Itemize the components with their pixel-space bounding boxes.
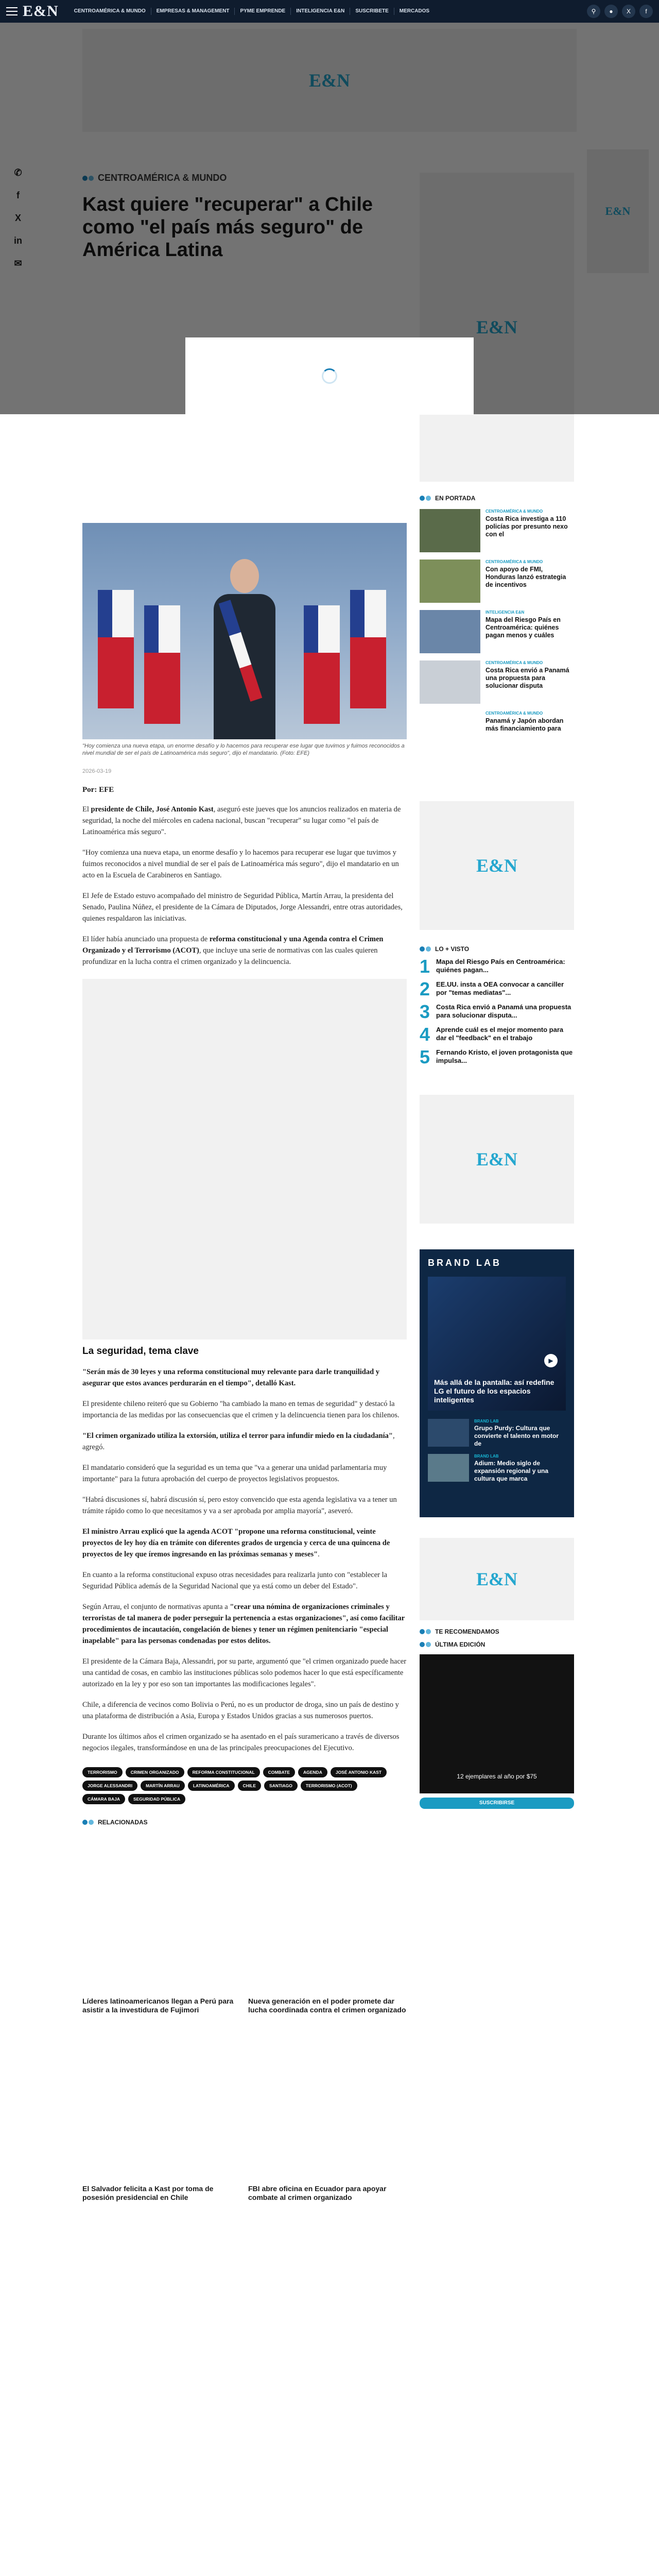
- visto-item[interactable]: [420, 1048, 574, 1066]
- tag-chip[interactable]: CÁMARA BAJA: [82, 1794, 125, 1804]
- paragraph-text: El líder había anunciado una propuesta de: [82, 935, 210, 943]
- en-portada-title[interactable]: Mapa del Riesgo País en Centroamérica: quiénes pagan menos y cuáles: [485, 616, 561, 639]
- photo-caption: "Hoy comienza una nueva etapa, un enorme desafío y lo hacemos para recuperar ese lugar que tuvimos y fuimos reconocidos a nivel mundial de ser el país de Latinoamérica más seguro", dijo el mandatario. (Foto: EFE): [82, 743, 405, 756]
- en-portada-list: [420, 509, 574, 754]
- paragraph: [82, 1494, 407, 1517]
- en-portada-image[interactable]: [420, 660, 480, 704]
- inline-ad[interactable]: [82, 979, 407, 1340]
- brand-lab-text: [474, 1454, 566, 1483]
- paragraph: [82, 1656, 407, 1690]
- tag-chip[interactable]: REFORMA CONSTITUCIONAL: [187, 1767, 260, 1777]
- tag-chip[interactable]: SANTIAGO: [264, 1781, 298, 1791]
- article-body: [82, 415, 407, 2202]
- en-portada-title[interactable]: Costa Rica investiga a 110 policías por presunto nexo con el: [485, 515, 568, 538]
- visto-number: 2: [420, 978, 430, 999]
- related-title[interactable]: El Salvador felicita a Kast por toma de posesión presidencial en Chile: [82, 2184, 214, 2201]
- top-navbar: [0, 0, 659, 23]
- ultima-edicion: [420, 1641, 574, 1809]
- ad-logo: E&N: [476, 855, 517, 876]
- paragraph: [82, 1699, 407, 1722]
- nav-links: [69, 8, 435, 15]
- en-portada-text: [485, 560, 574, 603]
- sidebar-ad[interactable]: [420, 1538, 574, 1620]
- paragraph-text: , aseguró este jueves que los anuncios realizados en materia de seguridad, la noche del miércoles en cadena nacional, buscan "recuperar" su lugar como "el país de Latinoamérica más seguro".: [82, 805, 401, 836]
- en-portada-category[interactable]: CENTROAMÉRICA & MUNDO: [485, 509, 543, 514]
- tag-chip[interactable]: TERRORISMO (ACOT): [301, 1781, 357, 1791]
- section-dots-icon: [420, 1642, 431, 1647]
- paragraph-text: "Habrá discusiones sí, habrá discusión sí, pero estoy convencido que esta agenda legislativa va a tener un trámite rápido como lo que necesitamos y va a ser aprobada por amplia mayoría", aseveró.: [82, 1496, 397, 1515]
- nav-link[interactable]: MERCADOS: [399, 8, 430, 14]
- paragraph: [82, 890, 407, 924]
- nav-icons: [587, 5, 653, 18]
- paragraph-text: Durante los últimos años el crimen organizado se ha asentado en el país suramericano a través de diversos negocios ilegales, transformándose en una de las principales preocupaciones del Ejecutivo.: [82, 1733, 400, 1752]
- edicion-header: [420, 1641, 574, 1648]
- related-label: RELACIONADAS: [98, 1819, 148, 1826]
- en-portada-image[interactable]: [420, 560, 480, 603]
- related-header: [82, 1819, 407, 1826]
- nav-link[interactable]: CENTROAMÉRICA & MUNDO: [69, 8, 151, 15]
- brand-lab-category: BRAND LAB: [474, 1419, 499, 1423]
- related-image[interactable]: [82, 2022, 241, 2181]
- paragraph: [82, 1462, 407, 1485]
- facebook-icon[interactable]: f: [639, 5, 653, 18]
- paragraph: [82, 1569, 407, 1592]
- subscribe-button[interactable]: SUSCRIBIRSE: [420, 1798, 574, 1809]
- en-portada-item[interactable]: [420, 560, 574, 603]
- chile-flag: [350, 590, 386, 708]
- paragraph: [82, 1526, 407, 1560]
- en-portada-title[interactable]: Costa Rica envió a Panamá una propuesta para solucionar disputa: [485, 667, 569, 689]
- paragraph: [82, 1731, 407, 1754]
- visto-item[interactable]: [420, 958, 574, 975]
- visto-item[interactable]: [420, 1003, 574, 1021]
- president-figure: [214, 559, 275, 739]
- paragraph-emphasis: reforma constitucional y una Agenda contra el Crimen Organizado y el Terrorismo (ACOT): [82, 935, 384, 955]
- visto-number: 5: [420, 1046, 430, 1067]
- paragraph: [82, 847, 407, 881]
- brand-lab-image[interactable]: [428, 1419, 469, 1447]
- visto-number: 3: [420, 1001, 430, 1022]
- paragraph-emphasis: "El crimen organizado utiliza la extorsión, utiliza el terror para infundir miedo en la ciudadanía": [82, 1432, 393, 1440]
- related-title[interactable]: Líderes latinoamericanos llegan a Perú para asistir a la investidura de Fujimori: [82, 1997, 234, 2014]
- brand-lab-hero[interactable]: [428, 1277, 566, 1411]
- paragraph: [82, 1601, 407, 1647]
- brand-lab-item[interactable]: [428, 1419, 566, 1448]
- paragraph-text: El mandatario consideró que la seguridad es un tema que "va a generar una unidad parlamentaria muy importante" para la futura aprobación del cuerpo de proyectos legislativos propuestos.: [82, 1464, 387, 1483]
- en-portada: [420, 495, 574, 754]
- en-portada-text: [485, 610, 574, 653]
- sidebar-ad[interactable]: [420, 801, 574, 930]
- tag-list: [82, 1767, 396, 1804]
- brand-lab-text: [474, 1419, 566, 1448]
- related-image[interactable]: [82, 1834, 241, 1994]
- paragraph: [82, 804, 407, 838]
- edicion-label: ÚLTIMA EDICIÓN: [435, 1641, 485, 1648]
- nav-link[interactable]: EMPRESAS & MANAGEMENT: [151, 8, 235, 15]
- tag-chip[interactable]: CHILE: [238, 1781, 262, 1791]
- brand-lab-hero-title: Más allá de la pantalla: así redefine LG el futuro de los espacios inteligentes: [434, 1378, 554, 1404]
- brand-lab-list: [420, 1419, 574, 1483]
- brand-lab-image[interactable]: [428, 1454, 469, 1482]
- brand-lab-item-title[interactable]: Adium: Medio siglo de expansión regional y una cultura que marca: [474, 1460, 549, 1482]
- section-dots-icon: [420, 496, 431, 501]
- brand-lab-item-title[interactable]: Grupo Purdy: Cultura que convierte el talento en motor de: [474, 1425, 559, 1447]
- section-dots-icon: [82, 1820, 94, 1825]
- chile-flag: [98, 590, 134, 708]
- en-portada-category[interactable]: INTELIGENCIA E&N: [485, 610, 525, 615]
- en-portada-image[interactable]: [420, 610, 480, 653]
- tag-chip[interactable]: AGENDA: [298, 1767, 327, 1777]
- visto-title[interactable]: Costa Rica envió a Panamá una propuesta para solucionar disputa...: [436, 1003, 571, 1019]
- paragraph-text: "Hoy comienza una nueva etapa, un enorme desafío y lo hacemos para recuperar ese lugar que tuvimos y fuimos reconocidos a nivel mundial de ser el país de Latinoamérica más seguro", dijo el mandatario en un acto en la Escuela de Carabineros en Santiago.: [82, 849, 399, 879]
- related-title[interactable]: FBI abre oficina en Ecuador para apoyar combate al crimen organizado: [248, 2184, 387, 2201]
- article-subhead: La seguridad, tema clave: [82, 1346, 199, 1357]
- article-photo: [82, 523, 407, 739]
- play-icon[interactable]: ▶: [544, 1354, 558, 1367]
- tag-chip[interactable]: JOSÉ ANTONIO KAST: [331, 1767, 387, 1777]
- en-portada-title[interactable]: Con apoyo de FMI, Honduras lanzó estrategia de incentivos: [485, 566, 566, 588]
- section-dots-icon: [420, 946, 431, 952]
- en-portada-item[interactable]: [420, 610, 574, 653]
- related-grid: [82, 1834, 407, 2202]
- x-icon[interactable]: X: [622, 5, 635, 18]
- visto-list: [420, 958, 574, 1066]
- en-portada-category[interactable]: CENTROAMÉRICA & MUNDO: [485, 711, 543, 716]
- visto-item[interactable]: [420, 980, 574, 998]
- en-portada-header: [420, 495, 574, 502]
- paragraph-text: Según Arrau, el conjunto de normativas apunta a: [82, 1603, 230, 1611]
- nav-link[interactable]: PYME EMPRENDE: [235, 8, 291, 15]
- paragraph-text: En cuanto a la reforma constitucional expuso otras necesidades para realizarla junto con "establecer la Seguridad Pública además de la Seguridad Nacional que ya está como un deber del Estado".: [82, 1571, 388, 1590]
- paragraphs-top: [82, 804, 407, 968]
- en-portada-title[interactable]: Panamá y Japón abordan más financiamiento para: [485, 717, 564, 732]
- ad-logo: E&N: [476, 1149, 517, 1170]
- recomendamos-label: TE RECOMENDAMOS: [435, 1628, 499, 1635]
- en-portada-item[interactable]: [420, 711, 574, 754]
- paragraph-emphasis: El ministro Arrau explicó que la agenda ACOT "propone una reforma constitucional, veinte proyectos de ley hoy día en trámite con diferentes grados de urgencia y cerca de una quincena de proyectos de ley que íremos ingresando en las próximas semanas y meses": [82, 1528, 390, 1558]
- related-image[interactable]: [248, 2022, 407, 2181]
- tag-chip[interactable]: LATINOAMÉRICA: [188, 1781, 235, 1791]
- visto-header: [420, 945, 574, 953]
- menu-icon[interactable]: [6, 7, 18, 15]
- loading-modal: [185, 337, 474, 415]
- tag-chip[interactable]: COMBATE: [263, 1767, 295, 1777]
- tag-chip[interactable]: SEGURIDAD PÚBLICA: [128, 1794, 185, 1804]
- paragraph-text: El: [82, 805, 91, 814]
- chile-flag: [304, 605, 340, 724]
- paragraph-text: El Jefe de Estado estuvo acompañado del ministro de Seguridad Pública, Martín Arrau, la presidenta del Senado, Paulina Núñez, el presidente de la Cámara de Diputados, Jorge Alessandri, entre otras autoridades, quienes respaldaron las iniciativas.: [82, 892, 403, 923]
- recomendamos-header: [420, 1628, 574, 1635]
- en-portada-image[interactable]: [420, 711, 480, 754]
- related-title[interactable]: Nueva generación en el poder promete dar lucha coordinada contra el crimen organizado: [248, 1997, 406, 2014]
- lo-mas-visto: [420, 945, 574, 1066]
- en-portada-text: [485, 711, 574, 754]
- en-portada-category[interactable]: CENTROAMÉRICA & MUNDO: [485, 660, 543, 665]
- brand-lab-widget: [420, 1249, 574, 1517]
- visto-title[interactable]: EE.UU. insta a OEA convocar a canciller por "temas mediatas"...: [436, 980, 564, 996]
- paragraph-text: El presidente chileno reiteró que su Gobierno "ha cambiado la mano en temas de seguridad" y destacó la importancia de las medidas por las consecuencias que el crimen y la delincuencia tienen para los chilenos.: [82, 1400, 400, 1419]
- search-icon[interactable]: ⚲: [587, 5, 600, 18]
- en-portada-text: [485, 660, 574, 704]
- nav-link[interactable]: SUSCRIBETE: [350, 8, 394, 15]
- loading-spinner-icon: [322, 368, 337, 384]
- te-recomendamos: [420, 1628, 574, 1635]
- en-portada-item[interactable]: [420, 660, 574, 704]
- edicion-price: 12 ejemplares al año por $75: [457, 1773, 537, 1780]
- en-portada-item[interactable]: [420, 509, 574, 552]
- section-dots-icon: [420, 1629, 431, 1634]
- chile-flag: [144, 605, 180, 724]
- paragraph: [82, 934, 407, 968]
- en-portada-label: EN PORTADA: [435, 495, 476, 502]
- tag-chip[interactable]: TERRORISMO: [82, 1767, 123, 1777]
- paragraph: [82, 1398, 407, 1421]
- user-icon[interactable]: ●: [604, 5, 618, 18]
- nav-link[interactable]: INTELIGENCIA E&N: [291, 8, 350, 15]
- sidebar-ad[interactable]: [420, 1095, 574, 1224]
- en-portada-category[interactable]: CENTROAMÉRICA & MUNDO: [485, 560, 543, 564]
- paragraph-text: Chile, a diferencia de vecinos como Bolivia o Perú, no es un productor de droga, sino un país de destino y una plataforma de distribución a Asia, Europa y Estados Unidos gracias a sus numerosos puertos.: [82, 1701, 399, 1720]
- related-card[interactable]: [248, 1834, 407, 2014]
- brand-lab-category: BRAND LAB: [474, 1454, 499, 1459]
- author-byline: Por: EFE: [82, 786, 114, 794]
- magazine-cover[interactable]: [420, 1654, 574, 1793]
- brand-lab-item[interactable]: [428, 1454, 566, 1483]
- related-image[interactable]: [248, 1834, 407, 1994]
- visto-title[interactable]: Aprende cuál es el mejor momento para dar el "feedback" en el trabajo: [436, 1026, 564, 1042]
- paragraph: [82, 1430, 407, 1453]
- tag-chip[interactable]: CRIMEN ORGANIZADO: [126, 1767, 184, 1777]
- site-logo[interactable]: E&N: [23, 3, 59, 20]
- publish-date: 2026-03-19: [82, 768, 112, 774]
- paragraph-text: , agregó.: [82, 1432, 395, 1451]
- paragraph-emphasis: "Serán más de 30 leyes y una reforma constitucional muy relevante para darle tranquilidad y asegurar que estos avances perdurarán en el tiempo", detalló Kast.: [82, 1368, 380, 1387]
- paragraph-text: El presidente de la Cámara Baja, Alessandri, por su parte, argumentó que "el crimen organizado puede hacer una cantidad de cosas, en cambio las instituciones públicas solo podemos hacer lo que está específicamente autorizado en la ley y por eso son tan importantes las modificaciones legales".: [82, 1657, 407, 1688]
- visto-number: 1: [420, 956, 430, 977]
- paragraph-emphasis: presidente de Chile, José Antonio Kast: [91, 805, 214, 814]
- visto-title[interactable]: Mapa del Riesgo País en Centroamérica: quiénes pagan...: [436, 958, 565, 974]
- tag-chip[interactable]: MARTÍN ARRAU: [141, 1781, 185, 1791]
- related-card[interactable]: [82, 1834, 241, 2014]
- brand-lab-title: BRAND LAB: [428, 1258, 501, 1268]
- en-portada-text: [485, 509, 574, 552]
- tag-chip[interactable]: JORGE ALESSANDRI: [82, 1781, 137, 1791]
- visto-item[interactable]: [420, 1026, 574, 1043]
- related-card[interactable]: [248, 2022, 407, 2202]
- ad-logo: E&N: [476, 1569, 517, 1589]
- paragraph: [82, 1366, 407, 1389]
- paragraph-emphasis: "crear una nómina de organizaciones criminales y terroristas de tal manera de poder perseguir la pertenencia a estas organizaciones", así como facilitar procedimientos de incautación, congelación de bienes y tener un régimen penitenciario "especial inapelable" para las personas condenadas por estos delitos.: [82, 1603, 405, 1645]
- visto-number: 4: [420, 1024, 430, 1045]
- paragraphs-bottom: [82, 1366, 407, 1754]
- visto-title[interactable]: Fernando Kristo, el joven protagonista que impulsa...: [436, 1048, 573, 1064]
- related-card[interactable]: [82, 2022, 241, 2202]
- paragraph-text: .: [318, 1550, 320, 1558]
- visto-label: LO + VISTO: [435, 945, 470, 953]
- paragraph-text: , que incluye una serie de normativas con las cuales quieren profundizar en la lucha contra el crimen organizado y la delincuencia.: [82, 946, 378, 966]
- en-portada-image[interactable]: [420, 509, 480, 552]
